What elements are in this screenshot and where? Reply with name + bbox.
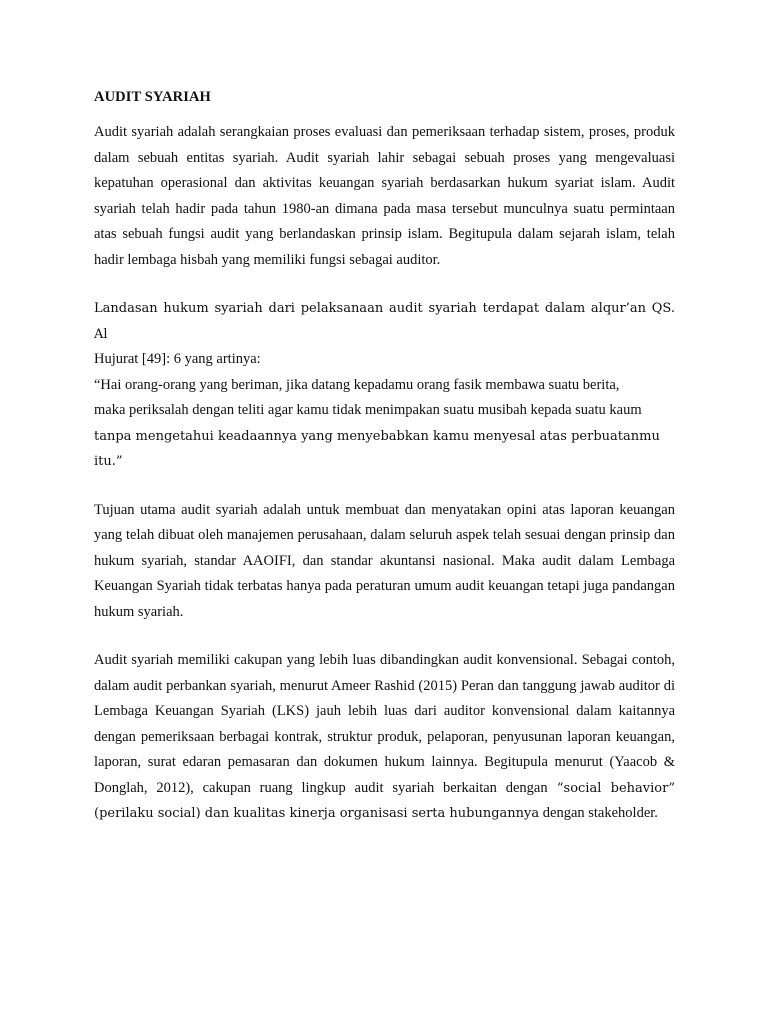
legal-basis-intro-rest: Hujurat [49]: 6 yang artinya:	[94, 351, 261, 367]
paragraph-text: Audit syariah adalah serangkaian proses evaluasi dan pemeriksaan terhadap sistem, proses, produk dalam sebuah entitas syariah. Audit syariah lahir sebagai sebuah proses yang mengevaluasi kepatuhan operasional dan aktivitas keuangan syariah berdasarkan hukum syariat islam. Audit syariah telah hadir pada tahun 1980-an dimana pada masa tersebut munculnya suatu permintaan atas sebuah fungsi audit yang berlandaskan prinsip islam. Begitupula dalam sejarah islam, telah hadir lembaga hisbah yang memiliki fungsi sebagai auditor.	[94, 124, 675, 268]
paragraph-legal-basis	[94, 296, 675, 475]
scope-tail-text: dengan stakeholder.	[539, 805, 658, 821]
paragraph-purpose	[94, 498, 675, 626]
legal-basis-intro-alt: Landasan hukum syariah dari pelaksanaan audit syariah terdapat dalam alqur’an QS. Al	[94, 301, 675, 342]
document-page	[94, 84, 675, 850]
document-title: AUDIT SYARIAH	[94, 89, 211, 105]
paragraph-scope	[94, 648, 675, 827]
paragraph-definition	[94, 120, 675, 273]
quran-quote-line-3: tanpa mengetahui keadaannya yang menyebabkan kamu menyesal atas perbuatanmu itu.”	[94, 428, 660, 469]
scope-main-text: Audit syariah memiliki cakupan yang lebih luas dibandingkan audit konvensional. Sebagai contoh, dalam audit perbankan syariah, menurut Ameer Rashid (2015) Peran dan tanggung jawab auditor di Lembaga Keuangan Syariah (LKS) jauh lebih luas dari auditor konvensional dalam kaitannya dengan pemeriksaan berbagai kontrak, struktur produk, pelaporan, penyusunan laporan keuangan, laporan, surat edaran pemasaran dan dokumen hukum lainnya. Begitupula menurut (Yaacob & Donglah, 2012), cakupan ruang lingkup audit syariah berkaitan dengan	[94, 652, 675, 796]
quran-quote-line-2: maka periksalah dengan teliti agar kamu tidak menimpakan suatu musibah kepada suatu kaum	[94, 402, 642, 418]
paragraph-text: Tujuan utama audit syariah adalah untuk membuat dan menyatakan opini atas laporan keuangan yang telah dibuat oleh manajemen perusahaan, dalam seluruh aspek telah sesuai dengan prinsip dan hukum syariah, standar AAOIFI, dan standar akuntansi nasional. Maka audit dalam Lembaga Keuangan Syariah tidak terbatas hanya pada peraturan umum audit keuangan tetapi juga pandangan hukum syariah.	[94, 501, 675, 620]
paragraph-text	[94, 648, 675, 827]
legal-basis-intro	[94, 296, 675, 373]
scope-alt-text: “social behavior” (perilaku social) dan kualitas kinerja organisasi serta hubungannya	[94, 780, 675, 821]
quran-quote-line-1: “Hai orang-orang yang beriman, jika datang kepadamu orang fasik membawa suatu berita,	[94, 376, 620, 393]
